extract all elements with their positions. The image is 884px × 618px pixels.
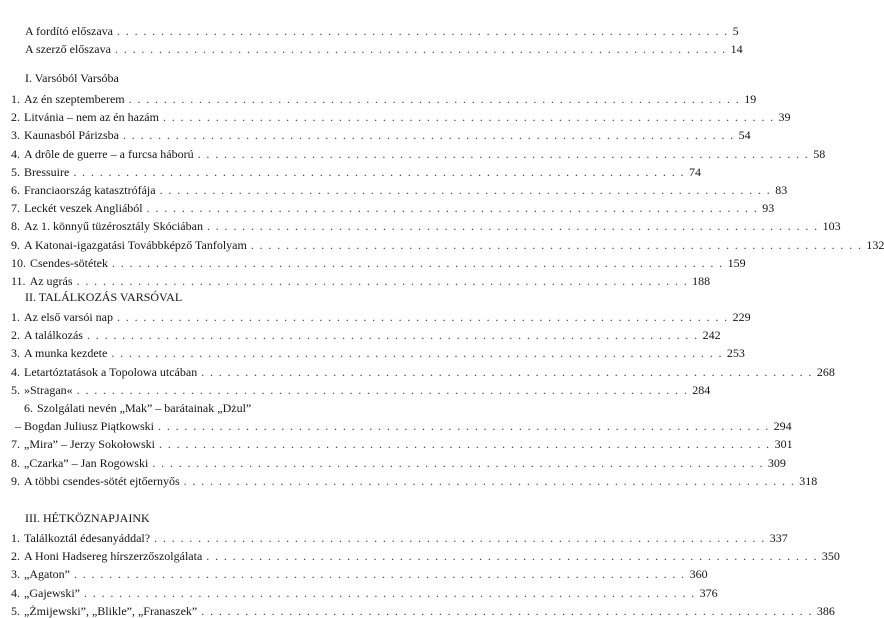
chapter-number: 8. [11,219,20,233]
toc-entry [11,127,751,142]
toc-entry [11,455,786,470]
toc-entry [11,566,708,581]
toc-entry [11,309,751,324]
entry-title: Litvánia – nem az én hazám [24,110,159,124]
toc-entry [11,548,840,563]
page-number: 294 [773,419,792,433]
entry-title: „Czarka” – Jan Rogowski [24,456,149,470]
entry-title: A fordító előszava [25,24,113,38]
chapter-number: 1. [11,92,20,106]
page-number: 5 [732,24,739,38]
toc-entry [25,23,739,38]
entry-title: Kaunasból Párizsba [24,128,119,142]
chapter-number: 5. [11,604,20,618]
page-number: 386 [816,604,835,618]
toc-entry [11,237,884,252]
entry-title: »Stragan« [24,383,73,397]
chapter-number: 3. [11,128,20,142]
page-number: 159 [727,256,746,270]
page-number: 360 [689,567,708,581]
dot-leader: . . . . . . . . . . . . . . . . . . . . . . . . . . . . . . . . . . . . . . . . . . . . . . . . . . . . . . . . . . . . . . . . . . . . . . [183,474,796,488]
toc-entry [11,585,718,600]
chapter-number: 10. [11,256,26,270]
dot-leader: . . . . . . . . . . . . . . . . . . . . . . . . . . . . . . . . . . . . . . . . . . . . . . . . . . . . . . . . . . . . . . . . . . . . . . [162,110,775,124]
chapter-number: 6. [11,183,20,197]
dot-leader: . . . . . . . . . . . . . . . . . . . . . . . . . . . . . . . . . . . . . . . . . . . . . . . . . . . . . . . . . . . . . . . . . . . . . . [128,92,741,106]
entry-title: A munka kezdete [24,346,108,360]
chapter-number: 3. [11,346,20,360]
entry-title: A Katonai-igazgatási Továbbképző Tanfolyam [24,238,247,252]
dot-leader: . . . . . . . . . . . . . . . . . . . . . . . . . . . . . . . . . . . . . . . . . . . . . . . . . . . . . . . . . . . . . . . . . . . . . . [73,567,686,581]
chapter-number: 5. [11,383,20,397]
entry-title: Franciaország katasztrófája [24,183,156,197]
dot-leader: . . . . . . . . . . . . . . . . . . . . . . . . . . . . . . . . . . . . . . . . . . . . . . . . . . . . . . . . . . . . . . . . . . . . . . [250,238,863,252]
toc-entry [11,473,818,488]
page-number: 318 [799,474,818,488]
toc-entry [11,400,459,415]
page-number: 188 [692,274,711,288]
chapter-number: 7. [11,437,20,451]
dot-leader: . . . . . . . . . . . . . . . . . . . . . . . . . . . . . . . . . . . . . . . . . . . . . . . . . . . . . . . . . . . . . . . . . . . . . . [86,328,699,342]
page-number: 268 [816,365,835,379]
page-number: 376 [699,586,718,600]
entry-title: Az én szeptemberem [24,92,125,106]
page-number: 58 [813,147,826,161]
entry-title: A Honi Hadsereg hírszerzőszolgálata [24,549,203,563]
toc-entry [11,182,788,197]
dot-leader: . . . . . . . . . . . . . . . . . . . . . . . . . . . . . . . . . . . . . . . . . . . . . . . . . . . . . . . . . . . . . . . . . . . . . . [83,586,696,600]
toc-entry [11,327,721,342]
entry-title: „Agaton” [24,567,70,581]
entry-title: A többi csendes-sötét ejtőernyős [24,474,180,488]
chapter-number: 5. [11,165,20,179]
entry-title: „Żmijewski”, „Blikle”, „Franaszek” [24,604,198,618]
entry-title: Csendes-sötétek [30,256,108,270]
toc-entry [11,255,746,270]
dot-leader: . . . . . . . . . . . . . . . . . . . . . . . . . . . . . . . . . . . . . . . . . . . . . . . . . . . . . . . . . . . . . . . . . . . . . . [146,201,759,215]
page-number: 309 [767,456,786,470]
dot-leader: . . . . . . . . . . . . . . . . . . . . . . . . . . . . . . . . . . . . . . . . . . . . . . . . . . . . . . . . . . . . . . . . . . . . . . [206,549,818,563]
dot-leader: . . . . . . . . . . . . . . . . . . . . . . . . . . . . . . . . . . . . . . . . . . . . . . . . . . . . . . . . . . . . . . . . . . . . . . [122,128,735,142]
page-number: 93 [762,201,775,215]
page-number: 39 [778,110,791,124]
chapter-number: 9. [11,474,20,488]
entry-title: Szolgálati nevén „Mak” – barátainak „Dżul” [37,401,252,415]
page-number: 242 [702,328,721,342]
page-number: 132 [866,238,884,252]
chapter-number: 3. [11,567,20,581]
page-number: 253 [726,346,745,360]
entry-title: Az első varsói nap [24,310,113,324]
dot-leader: . . . . . . . . . . . . . . . . . . . . . . . . . . . . . . . . . . . . . . . . . . . . . . . . . . . . . . . . . . . . . . . . . . . . . . [76,383,689,397]
entry-title: Az ugrás [29,274,73,288]
entry-title: A szerző előszava [25,42,111,56]
chapter-number: 1. [11,531,20,545]
dot-leader: . . . . . . . . . . . . . . . . . . . . . . . . . . . . . . . . . . . . . . . . . . . . . . . . . . . . . . . . . . . . . . . . . . . . . . [206,219,819,233]
dot-leader: . . . . . . . . . . . . . . . . . . . . . . . . . . . . . . . . . . . . . . . . . . . . . . . . . . . . . . . . . . . . . . . . . . . . . . [116,310,729,324]
chapter-number: 8. [11,456,20,470]
entry-title: A drôle de guerre – a furcsa háború [24,147,194,161]
page-number: 337 [769,531,788,545]
page-number: 103 [822,219,841,233]
chapter-number: 2. [11,549,20,563]
toc-entry [11,364,835,379]
entry-title: „Gajewski” [24,586,80,600]
part-heading: I. Varsóból Varsóba [25,71,119,85]
dot-leader: . . . . . . . . . . . . . . . . . . . . . . . . . . . . . . . . . . . . . . . . . . . . . . . . . . . . . . . . . . . . . . . . . . . . . . [116,24,729,38]
dot-leader: . . . . . . . . . . . . . . . . . . . . . . . . . . . . . . . . . . . . . . . . . . . . . . . . . . . . . . . . . . . . . . . . . . . . . . [197,147,810,161]
page-number: 350 [821,549,840,563]
part-heading: II. TALÁLKOZÁS VARSÓVAL [25,290,183,304]
chapter-number: 2. [11,110,20,124]
dot-leader: . . . . . . . . . . . . . . . . . . . . . . . . . . . . . . . . . . . . . . . . . . . . . . . . . . . . . . . . . . . . . . . . . . . . . . [158,437,771,451]
chapter-number: 7. [11,201,20,215]
entry-title: „Mira” – Jerzy Sokołowski [24,437,155,451]
dot-leader: . . . . . . . . . . . . . . . . . . . . . . . . . . . . . . . . . . . . . . . . . . . . . . . . . . . . . . . . . . . . . . . . . . . . . . [111,256,724,270]
page-number: 74 [688,165,701,179]
dot-leader: . . . . . . . . . . . . . . . . . . . . . . . . . . . . . . . . . . . . . . . . . . . . . . . . . . . . . . . . . . . . . . . . . . . . . . [152,456,764,470]
page-number: 83 [775,183,788,197]
entry-title: Leckét veszek Angliából [24,201,143,215]
chapter-number: 11. [11,274,26,288]
chapter-number: 6. [24,401,33,415]
entry-title: Az 1. könnyű tüzérosztály Skóciában [24,219,203,233]
dot-leader: . . . . . . . . . . . . . . . . . . . . . . . . . . . . . . . . . . . . . . . . . . . . . . . . . . . . . . . . . . . . . . . . . . . . . . [114,42,727,56]
page-number: 284 [692,383,711,397]
dot-leader: . . . . . . . . . . . . . . . . . . . . . . . . . . . . . . . . . . . . . . . . . . . . . . . . . . . . . . . . . . . . . . . . . . . . . . [111,346,723,360]
chapter-number: 1. [11,310,20,324]
toc-entry [11,418,792,433]
chapter-number: 4. [11,586,20,600]
page-number: 54 [738,128,751,142]
dot-leader: . . . . . . . . . . . . . . . . . . . . . . . . . . . . . . . . . . . . . . . . . . . . . . . . . . . . . . . . . . . . . . . . . . . . . . [201,604,813,618]
entry-title: A találkozás [24,328,83,342]
toc-entry [11,382,711,397]
toc-entry [11,273,711,288]
toc-entry [11,218,841,233]
chapter-number: 4. [11,365,20,379]
toc-entry [11,436,793,451]
toc-entry [11,91,757,106]
entry-title: Letartóztatások a Topolowa utcában [24,365,198,379]
toc-entry [11,603,835,618]
toc-entry [11,345,745,360]
chapter-number: 2. [11,328,20,342]
entry-title: Találkoztál édesanyáddal? [24,531,151,545]
dot-leader: . . . . . . . . . . . . . . . . . . . . . . . . . . . . . . . . . . . . . . . . . . . . . . . . . . . . . . . . . . . . . . . . . . . . . . [73,165,685,179]
page-number: 14 [730,42,743,56]
entry-title: Bressuire [24,165,70,179]
page-number: 301 [774,437,793,451]
toc-entry [11,200,775,215]
dot-leader: . . . . . . . . . . . . . . . . . . . . . . . . . . . . . . . . . . . . . . . . . . . . . . . . . . . . . . . . . . . . . . . . . . . . . . [201,365,813,379]
chapter-number: 9. [11,238,20,252]
page-number: 229 [732,310,751,324]
toc-entry [11,109,791,124]
entry-title: – Bogdan Juliusz Piątkowski [15,419,155,433]
dot-leader: . . . . . . . . . . . . . . . . . . . . . . . . . . . . . . . . . . . . . . . . . . . . . . . . . . . . . . . . . . . . . . . . . . . . . . [76,274,689,288]
page-number: 19 [744,92,757,106]
toc-entry [25,41,743,56]
toc-entry [11,146,826,161]
part-heading: III. HÉTKÖZNAPJAINK [25,511,150,525]
toc-entry [11,164,701,179]
dot-leader: . . . . . . . . . . . . . . . . . . . . . . . . . . . . . . . . . . . . . . . . . . . . . . . . . . . . . . . . . . . . . . . . . . . . . . [154,531,766,545]
dot-leader: . . . . . . . . . . . . . . . . . . . . . . . . . . . . . . . . . . . . . . . . . . . . . . . . . . . . . . . . . . . . . . . . . . . . . . [158,419,770,433]
toc-entry [11,530,788,545]
chapter-number: 4. [11,147,20,161]
dot-leader: . . . . . . . . . . . . . . . . . . . . . . . . . . . . . . . . . . . . . . . . . . . . . . . . . . . . . . . . . . . . . . . . . . . . . . [159,183,772,197]
